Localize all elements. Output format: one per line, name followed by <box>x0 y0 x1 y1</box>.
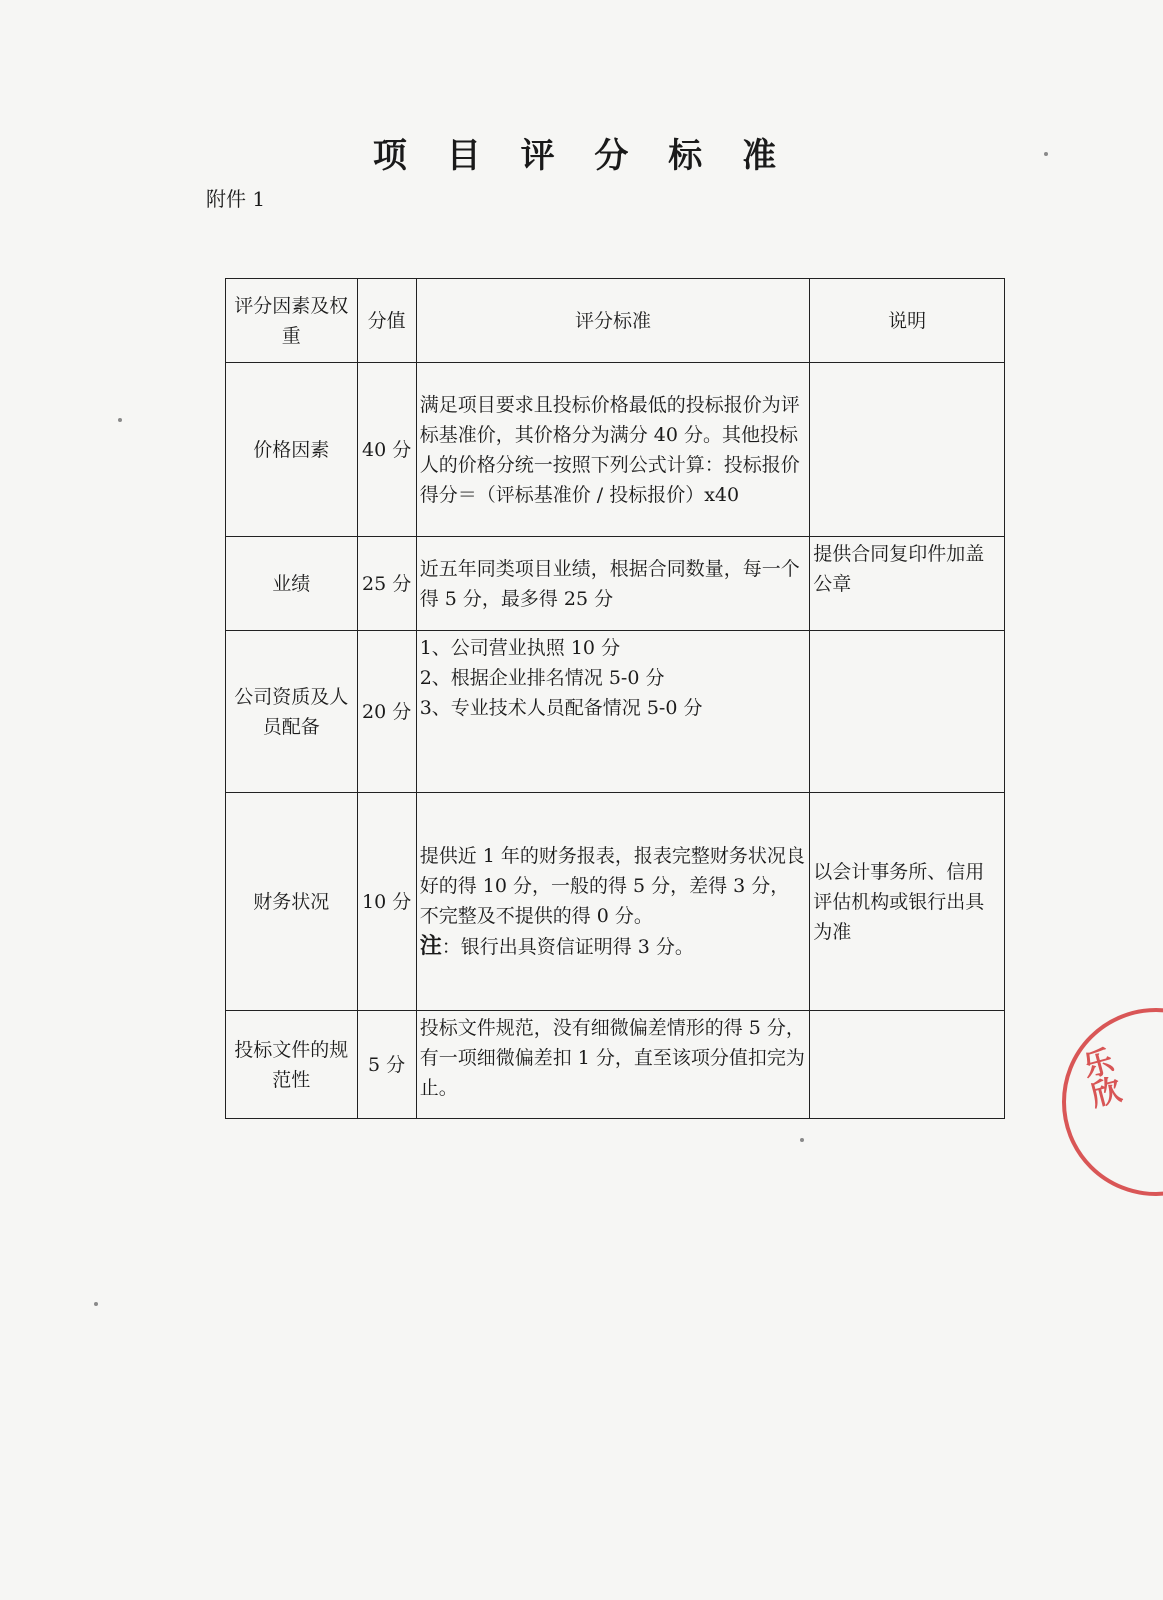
row-factor: 公司资质及人员配备 <box>226 631 358 793</box>
table-row <box>226 631 1005 793</box>
row-note <box>810 363 1005 537</box>
row-score: 5 分 <box>357 1011 416 1119</box>
page-title: 项 目 评 分 标 准 <box>372 136 791 176</box>
row-criteria: 近五年同类项目业绩，根据合同数量，每一个得 5 分，最多得 25 分 <box>416 537 810 631</box>
table-row <box>226 793 1005 1011</box>
row-note: 以会计事务所、信用评估机构或银行出具为准 <box>810 793 1005 1011</box>
row-criteria <box>416 631 810 793</box>
seal-text: 乐欣 <box>1073 1044 1124 1112</box>
table-row <box>226 1011 1005 1119</box>
table-row <box>226 363 1005 537</box>
scan-speck <box>118 418 122 422</box>
criteria-note <box>420 931 807 962</box>
row-score: 40 分 <box>357 363 416 537</box>
header-score: 分值 <box>357 279 416 363</box>
row-note: 提供合同复印件加盖公章 <box>810 537 1005 631</box>
scan-speck <box>94 1302 98 1306</box>
row-note <box>810 1011 1005 1119</box>
row-factor: 财务状况 <box>226 793 358 1011</box>
row-criteria: 投标文件规范，没有细微偏差情形的得 5 分，有一项细微偏差扣 1 分，直至该项分值扣完为止。 <box>416 1011 810 1119</box>
row-criteria: 满足项目要求且投标价格最低的投标报价为评标基准价，其价格分为满分 40 分。其他投标人的价格分统一按照下列公式计算：投标报价得分＝（评标基准价 / 投标报价）x40 <box>416 363 810 537</box>
scan-speck <box>800 1138 804 1142</box>
header-criteria: 评分标准 <box>416 279 810 363</box>
row-factor: 价格因素 <box>226 363 358 537</box>
row-criteria <box>416 793 810 1011</box>
attachment-label: 附件 1 <box>206 187 266 211</box>
header-note: 说明 <box>810 279 1005 363</box>
row-score: 25 分 <box>357 537 416 631</box>
note-label: 注 <box>419 933 442 959</box>
table-header-row <box>226 279 1005 363</box>
scan-speck <box>1044 152 1048 156</box>
criteria-text: 提供近 1 年的财务报表，报表完整财务状况良好的得 10 分，一般的得 5 分，差得 3 分，不完整及不提供的得 0 分。 <box>419 845 805 927</box>
row-factor: 投标文件的规范性 <box>226 1011 358 1119</box>
criteria-list-item: 2、根据企业排名情况 5-0 分 <box>419 667 665 689</box>
row-score: 20 分 <box>357 631 416 793</box>
header-factor: 评分因素及权重 <box>226 279 358 363</box>
criteria-list-item: 1、公司营业执照 10 分 <box>419 637 621 659</box>
scoring-criteria-table <box>225 278 1005 1119</box>
row-factor: 业绩 <box>226 537 358 631</box>
table-row <box>226 537 1005 631</box>
row-note <box>810 631 1005 793</box>
note-text: ：银行出具资信证明得 3 分。 <box>441 936 694 958</box>
row-score: 10 分 <box>357 793 416 1011</box>
criteria-list-item: 3、专业技术人员配备情况 5-0 分 <box>419 697 703 719</box>
